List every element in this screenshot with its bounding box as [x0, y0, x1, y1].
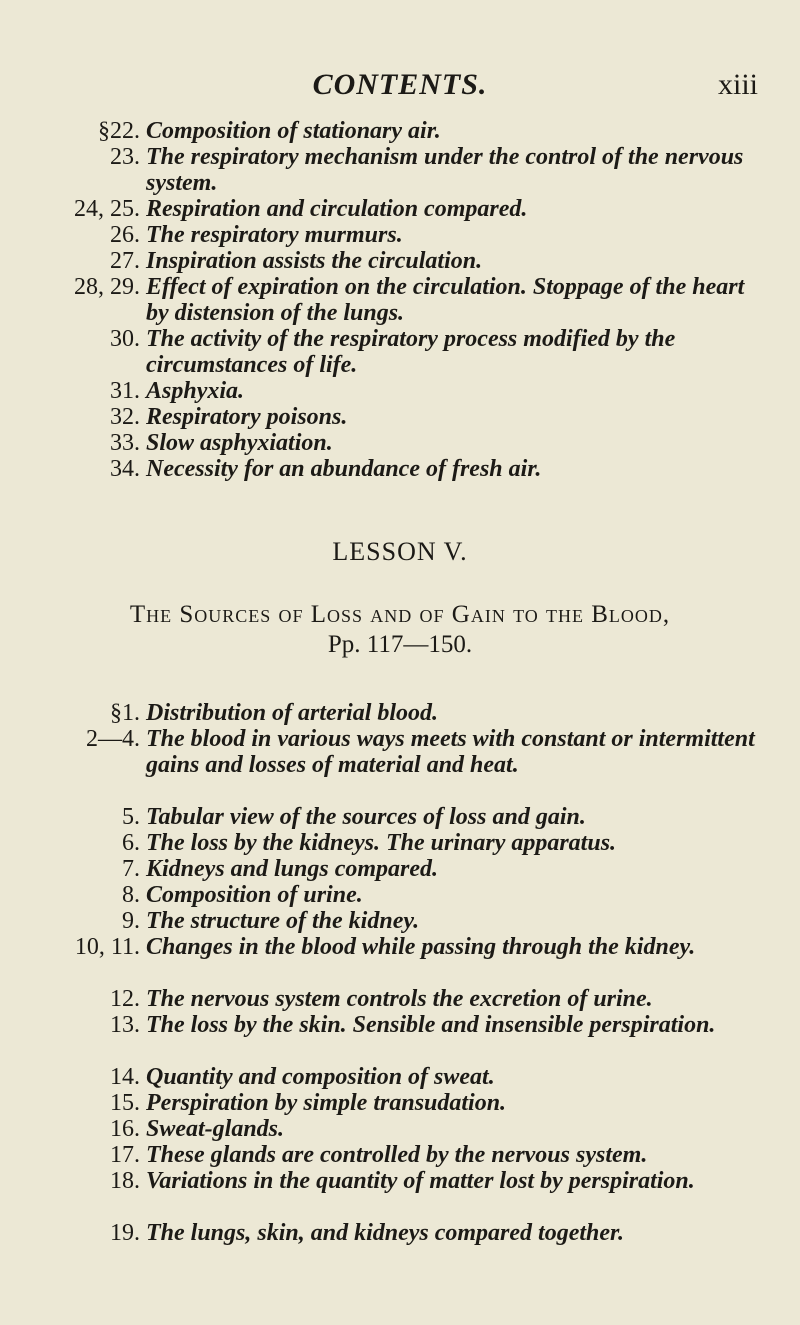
entry-number: §22.	[98, 118, 140, 144]
entry-text: Distribution of arterial blood.	[146, 700, 439, 726]
entry-text: Inspiration assists the circulation.	[146, 248, 483, 274]
list-item	[0, 1090, 800, 1116]
running-title: CONTENTS.	[312, 68, 488, 101]
list-item	[0, 404, 800, 430]
entry-text: The structure of the kidney.	[146, 908, 420, 934]
entry-number: 6.	[122, 830, 140, 856]
entry-number: 8.	[122, 882, 140, 908]
contents-list-b	[0, 700, 800, 1246]
entry-text: The respiratory mechanism under the control of the nervous system.	[146, 144, 744, 196]
entry-text: The nervous system controls the excretion of urine.	[146, 986, 653, 1012]
list-item	[0, 882, 800, 908]
list-item	[0, 726, 800, 804]
entry-text: Effect of expiration on the circulation. Stoppage of the heart by distension of the lungs.	[146, 274, 745, 326]
entry-text: Perspiration by simple transudation.	[146, 1090, 507, 1116]
list-item	[0, 1116, 800, 1142]
page-number: xiii	[717, 68, 758, 101]
entry-text: Sweat-glands.	[146, 1116, 285, 1142]
entry-text: The blood in various ways meets with constant or intermittent gains and losses of material and heat.	[146, 726, 755, 778]
entry-number: 28, 29.	[74, 274, 140, 300]
entry-number: 15.	[110, 1090, 140, 1116]
entry-text: Changes in the blood while passing through the kidney.	[146, 934, 696, 960]
list-item	[0, 986, 800, 1012]
contents-list-a	[0, 118, 800, 482]
entry-number: 14.	[110, 1064, 140, 1090]
entry-number: 9.	[122, 908, 140, 934]
entry-text: The loss by the skin. Sensible and insensible perspiration.	[146, 1012, 716, 1038]
entry-text: Composition of urine.	[146, 882, 363, 908]
entry-number: 32.	[110, 404, 140, 430]
list-item	[0, 1064, 800, 1090]
entry-number: 18.	[110, 1168, 140, 1194]
list-item	[0, 1142, 800, 1168]
entry-number: 10, 11.	[74, 934, 140, 960]
entry-text: Slow asphyxiation.	[146, 430, 333, 456]
entry-number: 23.	[110, 144, 140, 170]
list-item	[0, 456, 800, 482]
list-item	[0, 326, 800, 378]
entry-number: 30.	[110, 326, 140, 352]
entry-number: 26.	[110, 222, 140, 248]
entry-text: Asphyxia.	[146, 378, 245, 404]
list-item	[0, 856, 800, 882]
list-item	[0, 248, 800, 274]
entry-text: Tabular view of the sources of loss and gain.	[146, 804, 586, 830]
entry-text: The activity of the respiratory process modified by the circumstances of life.	[146, 326, 676, 378]
entry-text: Necessity for an abundance of fresh air.	[146, 456, 542, 482]
entry-text: Kidneys and lungs compared.	[146, 856, 439, 882]
list-item	[0, 222, 800, 248]
list-item	[0, 144, 800, 196]
entry-number: 33.	[110, 430, 140, 456]
entry-text: Variations in the quantity of matter lost by perspiration.	[146, 1168, 695, 1194]
entry-number: 12.	[110, 986, 140, 1012]
entry-text: The loss by the kidneys. The urinary apparatus.	[146, 830, 617, 856]
entry-number: 16.	[110, 1116, 140, 1142]
list-item	[0, 196, 800, 222]
list-item	[0, 118, 800, 144]
lesson-subtitle: The Sources of Loss and of Gain to the Blood,	[129, 601, 671, 628]
entry-number: 7.	[122, 856, 140, 882]
list-item	[0, 1012, 800, 1064]
list-item	[0, 378, 800, 404]
entry-number: 24, 25.	[74, 196, 140, 222]
entry-number: 2—4.	[86, 726, 140, 752]
list-item	[0, 700, 800, 726]
list-item	[0, 1220, 800, 1246]
lesson-heading: LESSON V.	[332, 537, 468, 566]
list-item	[0, 274, 800, 326]
entry-text: Respiration and circulation compared.	[146, 196, 528, 222]
entry-text: Composition of stationary air.	[146, 118, 441, 144]
list-item	[0, 1168, 800, 1220]
entry-number: 34.	[110, 456, 140, 482]
entry-number: 17.	[110, 1142, 140, 1168]
page-header	[0, 68, 800, 108]
entry-text: Respiratory poisons.	[146, 404, 348, 430]
entry-number: 19.	[110, 1220, 140, 1246]
entry-number: 5.	[122, 804, 140, 830]
entry-text: These glands are controlled by the nervous system.	[146, 1142, 648, 1168]
list-item	[0, 908, 800, 934]
entry-text: The lungs, skin, and kidneys compared together.	[146, 1220, 625, 1246]
lesson-pages: Pp. 117—150.	[327, 631, 473, 658]
entry-number: 31.	[110, 378, 140, 404]
entry-number: 13.	[110, 1012, 140, 1038]
entry-text: The respiratory murmurs.	[146, 222, 403, 248]
list-item	[0, 804, 800, 830]
list-item	[0, 830, 800, 856]
list-item	[0, 430, 800, 456]
list-item	[0, 934, 800, 986]
entry-number: §1.	[110, 700, 140, 726]
entry-text: Quantity and composition of sweat.	[146, 1064, 495, 1090]
entry-number: 27.	[110, 248, 140, 274]
